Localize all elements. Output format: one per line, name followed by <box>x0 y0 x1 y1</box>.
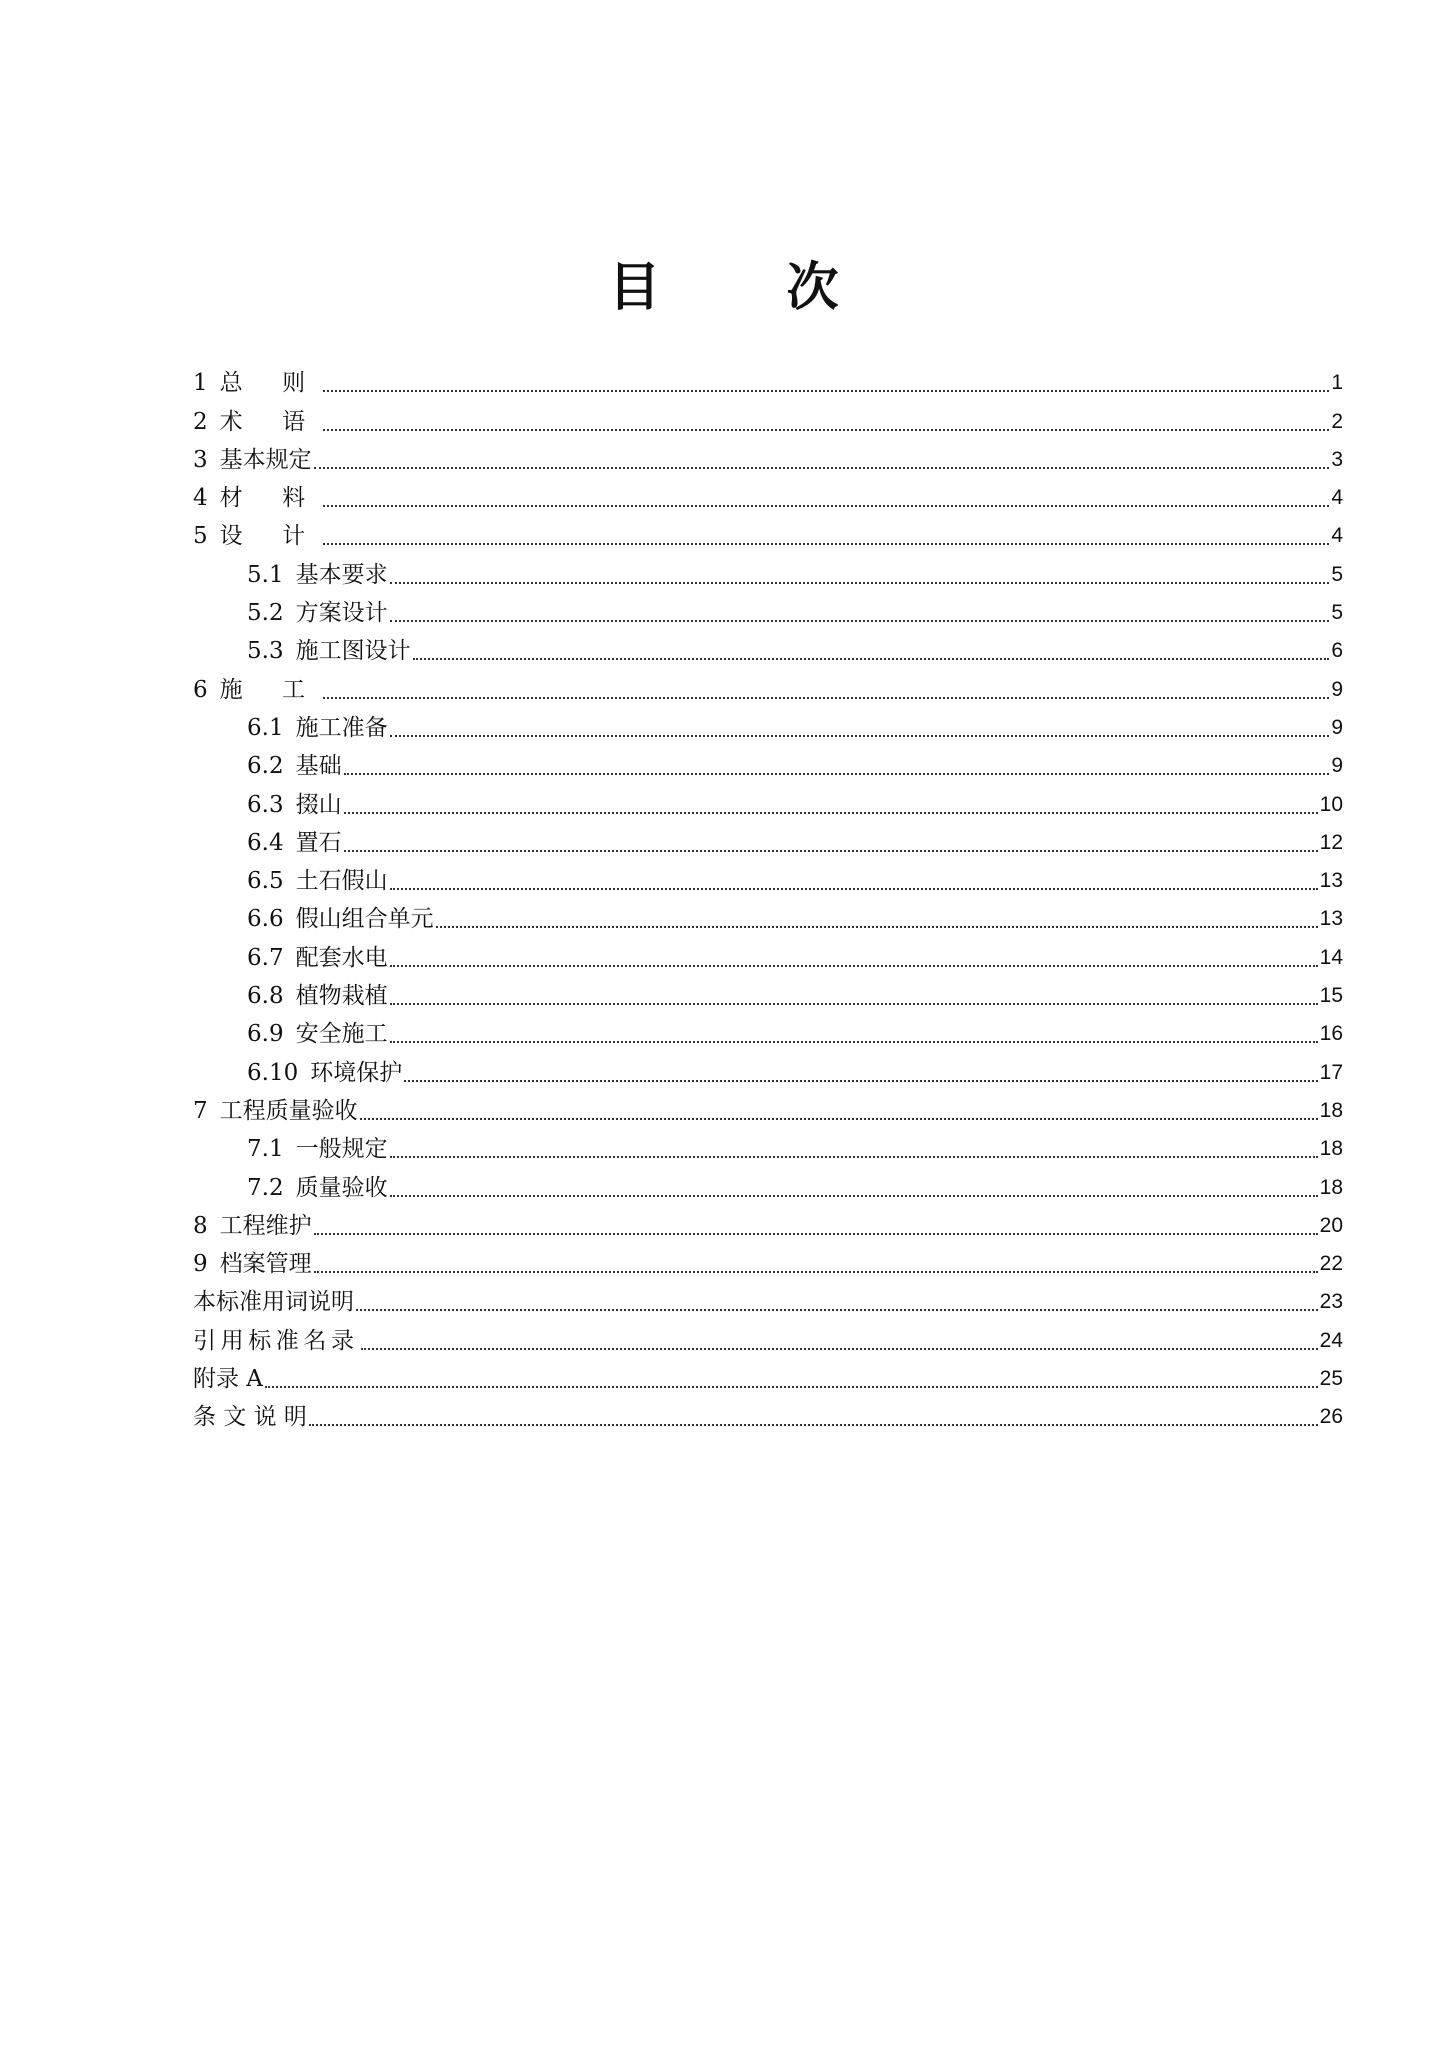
toc-entry[interactable] <box>193 1241 1343 1279</box>
toc-entry-page-number: 18 <box>1319 1137 1343 1161</box>
toc-entry-label: 施 工 <box>219 676 322 703</box>
toc-entry-label: 附录 A <box>193 1366 263 1393</box>
toc-entry[interactable] <box>193 743 1343 781</box>
toc-entry-number: 7.2 <box>247 1174 284 1201</box>
toc-entry-number: 4 <box>193 485 208 512</box>
toc-entry-page-number: 18 <box>1319 1175 1343 1199</box>
toc-entry-page-number: 10 <box>1319 792 1343 816</box>
toc-entry-page-number: 4 <box>1331 486 1343 510</box>
dot-leader <box>323 693 1329 699</box>
toc-entry[interactable] <box>193 973 1343 1011</box>
toc-entry[interactable] <box>193 934 1343 972</box>
toc-entry-label: 引用标准名录 <box>193 1327 359 1354</box>
toc-entry-label: 设 计 <box>219 523 322 550</box>
toc-entry-page-number: 12 <box>1319 830 1343 854</box>
dot-leader <box>344 846 1318 852</box>
dot-leader <box>314 463 1329 469</box>
dot-leader <box>344 808 1318 814</box>
toc-entry-page-number: 14 <box>1319 945 1343 969</box>
toc-entry-page-number: 15 <box>1319 984 1343 1008</box>
toc-entry-number: 6.1 <box>247 714 284 741</box>
toc-entry[interactable] <box>193 820 1343 858</box>
toc-entry-page-number: 26 <box>1319 1405 1343 1429</box>
toc-entry[interactable] <box>193 475 1343 513</box>
toc-entry-page-number: 24 <box>1319 1328 1343 1352</box>
toc-entry-number: 5.2 <box>247 600 284 627</box>
toc-entry-number: 6.6 <box>247 906 284 933</box>
toc-entry-label: 置石 <box>295 829 342 856</box>
toc-entry-number: 5.3 <box>247 638 284 665</box>
toc-entry[interactable] <box>193 1088 1343 1126</box>
toc-entry-page-number: 18 <box>1319 1098 1343 1122</box>
dot-leader <box>390 1152 1318 1158</box>
toc-entry-label: 术 语 <box>219 408 322 435</box>
toc-entry-number: 6.4 <box>247 829 284 856</box>
toc-entry-number: 8 <box>193 1212 208 1239</box>
toc-entry[interactable] <box>193 551 1343 589</box>
page-title <box>0 258 1447 318</box>
toc-entry-label: 假山组合单元 <box>295 906 434 933</box>
toc-entry-page-number: 3 <box>1331 447 1343 471</box>
toc-entry[interactable] <box>193 1164 1343 1202</box>
toc-entry-number: 1 <box>193 370 208 397</box>
toc-entry-page-number: 1 <box>1331 371 1343 395</box>
dot-leader <box>390 578 1329 584</box>
toc-entry[interactable] <box>193 858 1343 896</box>
toc-entry-number: 9 <box>193 1251 208 1278</box>
toc-entry-page-number: 13 <box>1319 869 1343 893</box>
toc-entry-label: 基本要求 <box>295 561 388 588</box>
toc-entry-page-number: 17 <box>1319 1060 1343 1084</box>
toc-entry-number: 6.9 <box>247 1021 284 1048</box>
dot-leader <box>436 922 1318 928</box>
dot-leader <box>314 1267 1318 1273</box>
toc-entry[interactable] <box>193 1279 1343 1317</box>
toc-entry-page-number: 13 <box>1319 907 1343 931</box>
toc-entry-label: 质量验收 <box>295 1174 388 1201</box>
toc-entry-number: 6.10 <box>247 1059 299 1086</box>
dot-leader <box>323 501 1329 507</box>
toc-entry-number: 6.2 <box>247 753 284 780</box>
dot-leader <box>314 1229 1318 1235</box>
dot-leader <box>390 1191 1318 1197</box>
dot-leader <box>390 999 1318 1005</box>
toc-entry-number: 6 <box>193 676 208 703</box>
dot-leader <box>404 1076 1317 1082</box>
title-char-2: 次 <box>786 257 839 318</box>
dot-leader <box>390 961 1318 967</box>
dot-leader <box>309 1420 1318 1426</box>
toc-entry-label: 植物栽植 <box>295 983 388 1010</box>
toc-entry-number: 2 <box>193 408 208 435</box>
toc-entry-page-number: 9 <box>1331 677 1343 701</box>
toc-entry-label: 工程维护 <box>219 1212 312 1239</box>
toc-entry[interactable] <box>193 437 1343 475</box>
toc-entry[interactable] <box>193 590 1343 628</box>
toc-entry[interactable] <box>193 666 1343 704</box>
dot-leader <box>344 769 1329 775</box>
dot-leader <box>390 884 1318 890</box>
toc-entry-page-number: 20 <box>1319 1213 1343 1237</box>
toc-entry-label: 土石假山 <box>295 868 388 895</box>
toc-entry[interactable] <box>193 1356 1343 1394</box>
dot-leader <box>390 616 1329 622</box>
toc-entry-number: 6.3 <box>247 791 284 818</box>
toc-entry-label: 安全施工 <box>295 1021 388 1048</box>
dot-leader <box>265 1382 1318 1388</box>
table-of-contents <box>193 360 1343 1432</box>
toc-entry[interactable] <box>193 513 1343 551</box>
toc-entry-number: 5 <box>193 523 208 550</box>
toc-entry-page-number: 2 <box>1331 409 1343 433</box>
toc-entry[interactable] <box>193 896 1343 934</box>
toc-entry-page-number: 9 <box>1331 754 1343 778</box>
toc-entry[interactable] <box>193 628 1343 666</box>
toc-entry-label: 基础 <box>295 753 342 780</box>
toc-entry[interactable] <box>193 705 1343 743</box>
toc-entry-label: 一般规定 <box>295 1136 388 1163</box>
toc-entry-number: 6.5 <box>247 868 284 895</box>
toc-entry[interactable] <box>193 360 1343 398</box>
title-char-1: 目 <box>608 257 661 318</box>
toc-entry-page-number: 22 <box>1319 1252 1343 1276</box>
toc-entry[interactable] <box>193 398 1343 436</box>
toc-entry-page-number: 16 <box>1319 1022 1343 1046</box>
toc-entry-number: 6.7 <box>247 944 284 971</box>
toc-entry-page-number: 25 <box>1319 1367 1343 1391</box>
toc-entry-label: 方案设计 <box>295 600 388 627</box>
toc-entry[interactable] <box>193 1126 1343 1164</box>
toc-entry-label: 条 文 说 明 <box>193 1404 307 1431</box>
toc-entry[interactable] <box>193 1011 1343 1049</box>
toc-entry-number: 3 <box>193 446 208 473</box>
toc-entry-page-number: 9 <box>1331 715 1343 739</box>
dot-leader <box>390 731 1329 737</box>
toc-entry-label: 工程质量验收 <box>219 1097 358 1124</box>
toc-entry-label: 材 料 <box>219 485 322 512</box>
toc-entry[interactable] <box>193 1049 1343 1087</box>
dot-leader <box>323 539 1329 545</box>
toc-entry-page-number: 23 <box>1319 1290 1343 1314</box>
toc-entry[interactable] <box>193 1317 1343 1355</box>
toc-entry-page-number: 5 <box>1331 562 1343 586</box>
dot-leader <box>361 1344 1318 1350</box>
toc-entry-number: 7 <box>193 1097 208 1124</box>
toc-entry-number: 7.1 <box>247 1136 284 1163</box>
toc-entry-page-number: 4 <box>1331 524 1343 548</box>
toc-entry[interactable] <box>193 781 1343 819</box>
toc-entry-label: 环境保护 <box>310 1059 403 1086</box>
dot-leader <box>360 1114 1318 1120</box>
toc-entry-page-number: 6 <box>1331 639 1343 663</box>
toc-entry-number: 6.8 <box>247 983 284 1010</box>
dot-leader <box>413 654 1329 660</box>
dot-leader <box>356 1305 1318 1311</box>
toc-entry-label: 总 则 <box>219 370 322 397</box>
toc-entry[interactable] <box>193 1394 1343 1432</box>
dot-leader <box>323 425 1329 431</box>
toc-entry[interactable] <box>193 1203 1343 1241</box>
toc-entry-label: 施工准备 <box>295 714 388 741</box>
toc-entry-page-number: 5 <box>1331 601 1343 625</box>
toc-entry-label: 掇山 <box>295 791 342 818</box>
toc-entry-label: 配套水电 <box>295 944 388 971</box>
toc-entry-number: 5.1 <box>247 561 284 588</box>
toc-entry-label: 施工图设计 <box>295 638 411 665</box>
toc-entry-label: 档案管理 <box>219 1251 312 1278</box>
toc-entry-label: 基本规定 <box>219 446 312 473</box>
dot-leader <box>390 1037 1318 1043</box>
dot-leader <box>323 386 1329 392</box>
toc-entry-label: 本标准用词说明 <box>193 1289 354 1316</box>
